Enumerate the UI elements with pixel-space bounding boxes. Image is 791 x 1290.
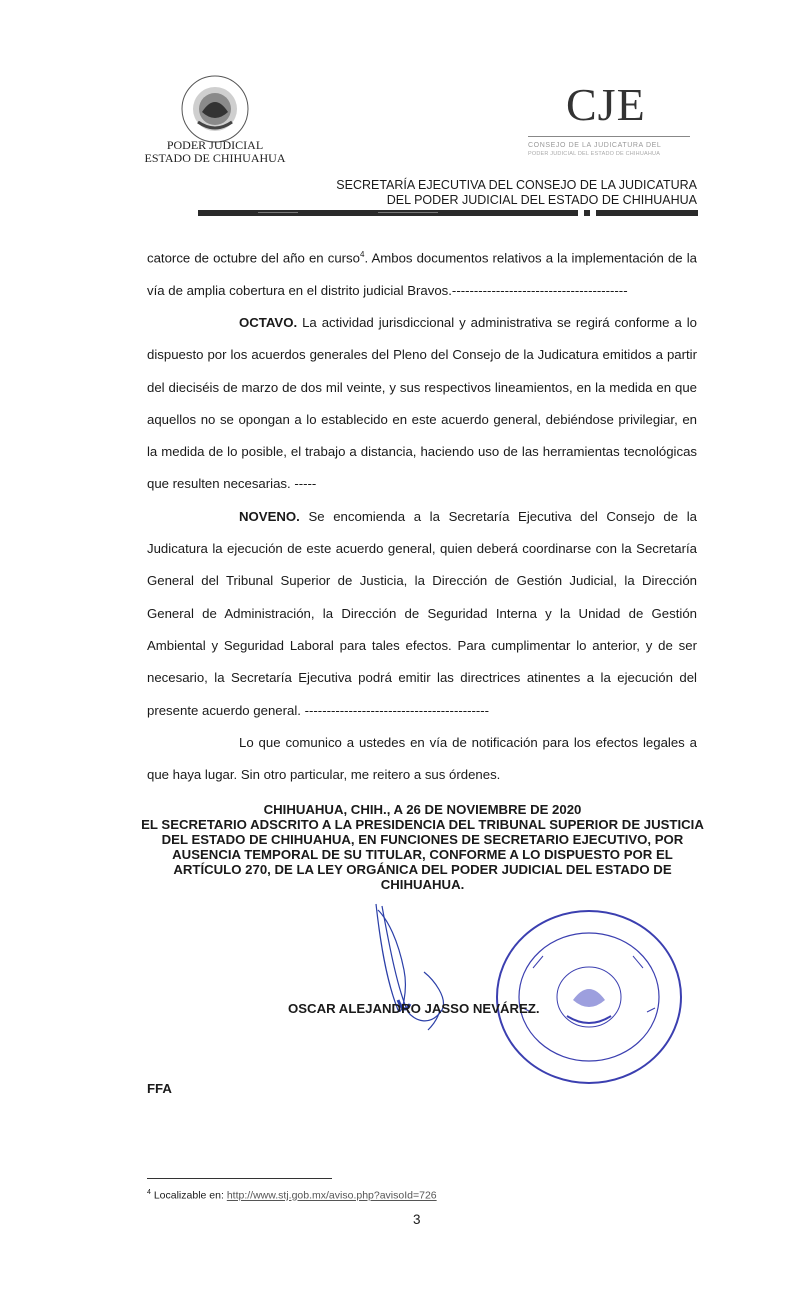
cje-subtitle-1: CONSEJO DE LA JUDICATURA DEL <box>528 142 662 149</box>
footnote <box>147 1189 437 1202</box>
signer-name: OSCAR ALEJANDRO JASSO NEVÁREZ. <box>288 1001 540 1016</box>
secretariat-line-2: DEL PODER JUDICIAL DEL ESTADO DE CHIHUAHUA <box>386 193 697 207</box>
footnote-number: 4 <box>147 1189 151 1196</box>
cje-logo: CJE <box>566 79 646 130</box>
cje-divider <box>528 136 690 137</box>
coat-of-arms-seal-icon <box>178 74 252 144</box>
typist-initials: FFA <box>147 1081 172 1096</box>
paragraph-octavo: OCTAVO. La actividad jurisdiccional y administrativa se regirá conforme a lo dispuesto por los acuerdos generales del Pleno del Consejo de la Judicatura emitidos a partir del dieciséis de marzo de dos mil veinte, y sus respectivos lineamientos, en la medida en que aquellos no se opongan a lo establecido en este acuerdo general, debiéndose privilegiar, en la medida de lo posible, el trabajo a distancia, haciendo uso de las herramientas tecnológicas que resulten necesarias. ----- <box>147 314 697 492</box>
page-number: 3 <box>413 1212 421 1227</box>
signature-block <box>140 802 705 892</box>
place-date: CHIHUAHUA, CHIH., A 26 DE NOVIEMBRE DE 2020 <box>263 802 582 817</box>
cje-subtitle-2: PODER JUDICIAL DEL ESTADO DE CHIHUAHUA <box>528 151 661 157</box>
paragraph-noveno: NOVENO. Se encomienda a la Secretaría Ejecutiva del Consejo de la Judicatura la ejecución de este acuerdo general, quien deberá coordinarse con la Secretaría General del Tribunal Superior de Justicia, la Dirección de Gestión Judicial, la Dirección General de Administración, la Dirección de Seguridad Interna y la Unidad de Gestión Ambiental y Seguridad Laboral para tales efectos. Para cumplimentar lo anterior, y de ser necesario, la Secretaría Ejecutiva podrá emitir las directrices atinentes a la ejecución del presente acuerdo general. ------------------------------------------ <box>147 508 697 718</box>
document-body <box>147 239 697 791</box>
signer-title: EL SECRETARIO ADSCRITO A LA PRESIDENCIA DEL TRIBUNAL SUPERIOR DE JUSTICIA DEL ESTADO DE CHIHUAHUA, EN FUNCIONES DE SECRETARIO EJECUTIVO, POR AUSENCIA TEMPORAL DE SU TITULAR, CONFORME A LO DISPUESTO POR EL ARTÍCULO 270, DE LA LEY ORGÁNICA DEL PODER JUDICIAL DEL ESTADO DE CHIHUAHUA. <box>141 817 704 892</box>
paragraph-closing: Lo que comunico a ustedes en vía de notificación para los efectos legales a que haya lugar. Sin otro particular, me reitero a sus órdenes. <box>147 734 697 783</box>
footnote-link[interactable]: http://www.stj.gob.mx/aviso.php?avisoId=726 <box>226 1189 437 1202</box>
paragraph-continuation: catorce de octubre del año en curso$^4$. Ambos documentos relativos a la implementación de la vía de amplia cobertura en el distrito judicial Bravos.---------------------------------------- <box>147 250 697 298</box>
footnote-marker: 4 <box>359 250 365 259</box>
octavo-heading: OCTAVO. <box>239 314 298 330</box>
header-divider-bar <box>198 210 698 216</box>
handwritten-signature <box>368 900 448 1040</box>
judicial-power-label <box>120 139 310 165</box>
org-line-1: PODER JUDICIAL <box>166 138 264 152</box>
secretariat-title <box>250 178 697 208</box>
official-stamp-seal-icon <box>493 908 685 1086</box>
noveno-heading: NOVENO. <box>239 508 300 524</box>
footnote-label: Localizable en: <box>153 1189 224 1202</box>
footnote-divider <box>147 1178 332 1179</box>
org-line-2: ESTADO DE CHIHUAHUA <box>144 151 286 165</box>
secretariat-line-1: SECRETARÍA EJECUTIVA DEL CONSEJO DE LA JUDICATURA <box>336 178 697 192</box>
